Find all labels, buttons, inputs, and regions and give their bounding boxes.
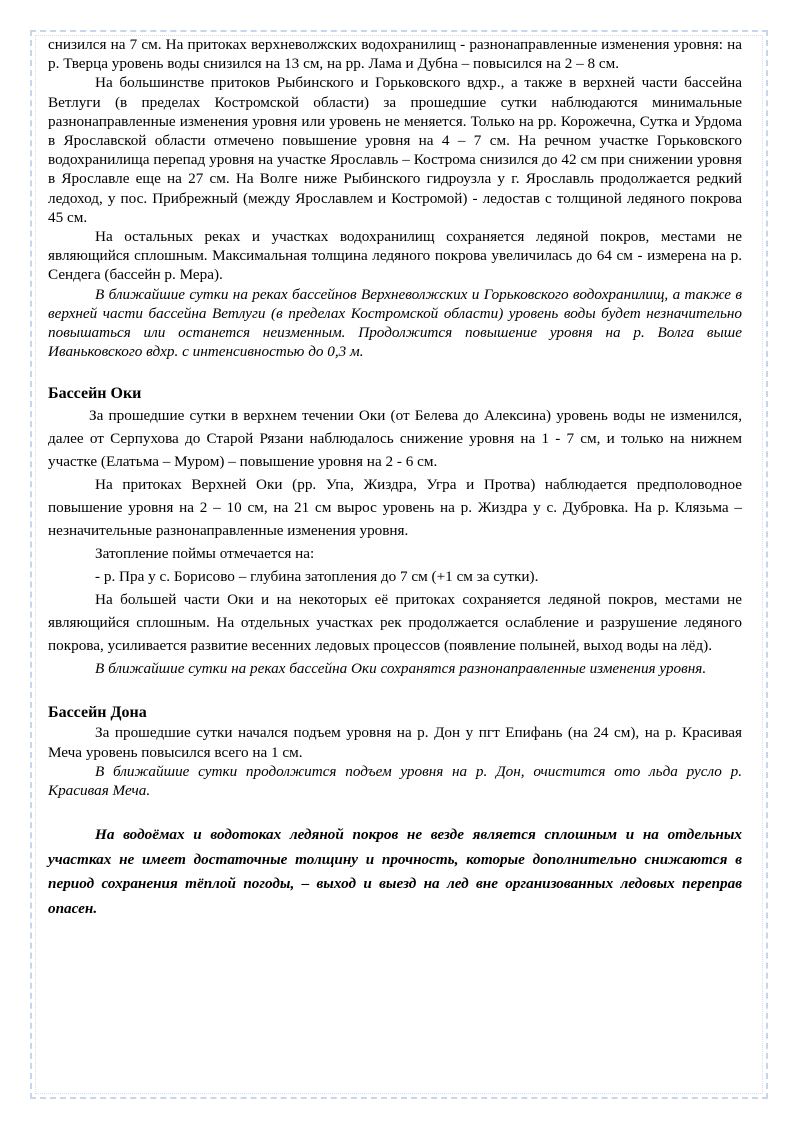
ice-safety-warning: На водоёмах и водотоках ледяной покров не везде является сплошным и на отдельных участках не имеет достаточные толщину и прочность, которые дополнительно снижаются в период сохранения тёплой погоды, – выход и выезд на лед вне организованных ледовых переправ опасен. [48, 826, 742, 917]
don-paragraph-1: За прошедшие сутки начался подъем уровня на р. Дон у пгт Епифань (на 24 см), на р. Красивая Меча уровень повысился всего на 1 см. [48, 724, 742, 761]
oka-paragraph-3: Затопление поймы отмечается на: [95, 545, 315, 563]
don-forecast: В ближайшие сутки продолжится подъем уровня на р. Дон, очистится ото льда русло р. Красивая Меча. [48, 762, 742, 800]
upper-volga-paragraph-1: снизился на 7 см. На притоках верхневолжских водохранилищ - разнонаправленные изменения уровня: на р. Тверца уровень воды снизился на 13 см, на рр. Лама и Дубна – повысился на 2 – 8 см. [48, 36, 742, 73]
don-basin-heading: Бассейн Дона [48, 704, 147, 722]
oka-paragraph-4: - р. Пра у с. Борисово – глубина затопления до 7 см (+1 см за сутки). [95, 568, 539, 586]
oka-basin-heading: Бассейн Оки [48, 385, 142, 403]
document-body [48, 35, 742, 921]
oka-forecast: В ближайшие сутки на реках бассейна Оки сохранятся разнонаправленные изменения уровня. [95, 660, 707, 678]
upper-volga-forecast: В ближайшие сутки на реках бассейнов Верхневолжских и Горьковского водохранилищ, а также в верхней части бассейна Ветлуги (в пределах Костромской области) уровень воды будет незначительно повышаться или останется неизменным. Продолжится повышение уровня на р. Волга выше Иваньковского вдхр. с интенсивностью до 0,3 м. [48, 285, 742, 361]
oka-paragraph-1: За прошедшие сутки в верхнем течении Оки (от Белева до Алексина) уровень воды не изменился, далее от Серпухова до Старой Рязани наблюдалось снижение уровня на 1 - 7 см, и только на нижнем участке (Елатьма – Муром) – повышение уровня на 2 - 6 см. [48, 407, 742, 471]
upper-volga-paragraph-2: На большинстве притоков Рыбинского и Горьковского вдхр., а также в верхней части бассейна Ветлуги (в пределах Костромской области) за прошедшие сутки наблюдаются минимальные разнонаправленные изменения уровня или уровень не меняется. Только на рр. Корожечна, Сутка и Урдома в Ярославской области отмечено повышение уровня на 4 – 7 см. На речном участке Горьковского водохранилища перепад уровня на участке Ярославль – Кострома снизился до 42 см при снижении уровня в Ярославле еще на 27 см. На Волге ниже Рыбинского гидроузла у г. Ярославль продолжается редкий ледоход, у пос. Прибрежный (между Ярославлем и Костромой) - ледостав с толщиной ледяного покрова 45 см. [48, 74, 742, 226]
oka-paragraph-2: На притоках Верхней Оки (рр. Упа, Жиздра, Угра и Протва) наблюдается предполоводное повышение уровня на 2 – 10 см, на 21 см вырос уровень на р. Жиздра у с. Дубровка. На р. Клязьма – незначительные разнонаправленные изменения уровня. [48, 476, 742, 540]
upper-volga-paragraph-3: На остальных реках и участках водохранилищ сохраняется ледяной покров, местами не являющийся сплошным. Максимальная толщина ледяного покрова увеличилась до 64 см - измерена на р. Сендега (бассейн р. Мера). [48, 228, 742, 284]
oka-paragraph-5: На большей части Оки и на некоторых её притоках сохраняется ледяной покров, местами не являющийся сплошным. На отдельных участках рек продолжается ослабление и разрушение ледяного покрова, усиливается развитие весенних ледовых процессов (появление полыней, выход воды на лёд). [48, 591, 742, 655]
